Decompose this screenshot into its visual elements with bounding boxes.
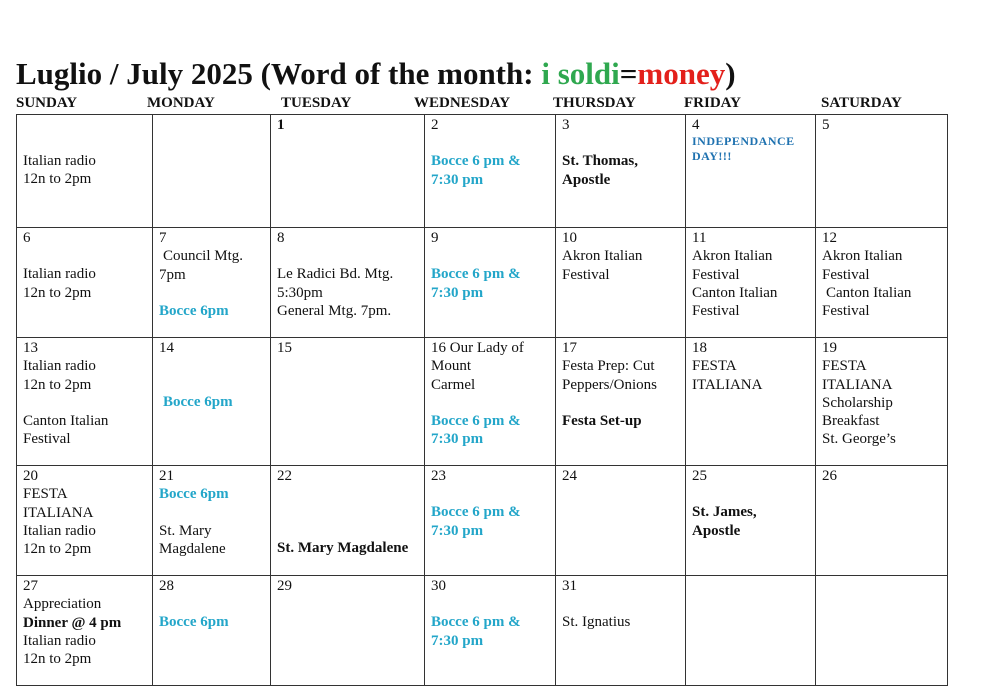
day-number: 6 (23, 230, 31, 246)
day-cell[interactable] (686, 466, 816, 576)
weekday-friday: FRIDAY (684, 95, 741, 111)
day-cell[interactable] (425, 338, 556, 466)
event-dinner: Dinner @ 4 pm (23, 614, 122, 631)
day-number: 9 (431, 230, 439, 246)
day-number: 24 (562, 468, 577, 484)
day-number: 21 (159, 468, 174, 484)
day-cell[interactable] (153, 115, 271, 228)
event-canton-festival: Canton Italian Festival (23, 412, 109, 448)
event-canton-festival: Canton Italian (826, 284, 912, 301)
event-meetings: Le Radici Bd. Mtg. 5:30pm General Mtg. 7pm. (277, 266, 394, 319)
day-cell[interactable] (816, 576, 948, 686)
day-cell[interactable] (556, 115, 686, 228)
day-cell[interactable] (686, 576, 816, 686)
weekday-wednesday: WEDNESDAY (414, 95, 511, 111)
weekday-saturday: SATURDAY (821, 95, 902, 111)
calendar-week-2 (17, 228, 948, 338)
day-cell[interactable] (271, 466, 425, 576)
day-cell[interactable] (556, 338, 686, 466)
day-number: 4 (692, 117, 700, 133)
day-cell[interactable] (153, 228, 271, 338)
day-cell[interactable] (17, 115, 153, 228)
event-bocce: Bocce 6pm (159, 302, 229, 319)
calendar-week-1 (17, 115, 948, 228)
day-cell[interactable] (271, 576, 425, 686)
day-number: 31 (562, 578, 577, 594)
event-council-meeting: Council Mtg. (163, 248, 244, 265)
title-prefix: Luglio / July 2025 (Word of the month: (16, 56, 542, 91)
event-festa-setup: Festa Set-up (562, 412, 642, 429)
title-suffix: ) (725, 56, 736, 91)
day-cell[interactable] (153, 576, 271, 686)
event-canton-festival-cont: Festival (822, 303, 870, 320)
day-cell[interactable] (816, 338, 948, 466)
event-italian-radio: Italian radio 12n to 2pm (23, 358, 96, 393)
event-festa-radio: FESTA ITALIANA Italian radio 12n to 2pm (23, 486, 96, 558)
event-st-james: St. James, Apostle (692, 504, 757, 539)
day-cell[interactable] (816, 466, 948, 576)
event-bocce: Bocce 6 pm & 7:30 pm (431, 266, 521, 301)
day-cell[interactable] (271, 115, 425, 228)
weekday-monday: MONDAY (147, 95, 215, 111)
day-cell[interactable] (153, 466, 271, 576)
event-italian-radio: Italian radio 12n to 2pm (23, 632, 96, 668)
day-cell[interactable] (271, 228, 425, 338)
day-cell[interactable] (816, 228, 948, 338)
day-number: 8 (277, 230, 285, 246)
day-number: 14 (159, 340, 174, 356)
event-festa-italiana: FESTA ITALIANA (692, 358, 763, 393)
calendar-week-5 (17, 576, 948, 686)
event-bocce: Bocce 6pm (159, 614, 229, 631)
calendar-grid (16, 114, 948, 686)
day-cell[interactable] (425, 576, 556, 686)
day-number: 15 (277, 340, 292, 356)
day-cell[interactable] (17, 576, 153, 686)
event-st-ignatius: St. Ignatius (562, 614, 631, 631)
day-number: 30 (431, 578, 446, 594)
event-st-thomas: St. Thomas, Apostle (562, 153, 638, 188)
event-bocce: Bocce 6 pm & 7:30 pm (431, 153, 521, 188)
word-of-month: i soldi (541, 56, 620, 91)
day-number: 13 (23, 340, 38, 356)
day-cell[interactable] (556, 228, 686, 338)
day-number: 3 (562, 117, 570, 133)
day-number: 27 (23, 578, 38, 594)
day-cell[interactable] (17, 228, 153, 338)
day-number: 17 (562, 340, 577, 356)
day-cell[interactable] (271, 338, 425, 466)
day-number-our-lady: 16 Our Lady of Mount Carmel (431, 340, 524, 393)
day-cell[interactable] (556, 576, 686, 686)
day-number: 10 (562, 230, 577, 246)
event-bocce: Bocce 6 pm & 7:30 pm (431, 412, 521, 448)
calendar-week-4 (17, 466, 948, 576)
calendar-week-3 (17, 338, 948, 466)
event-festa-scholarship: FESTA ITALIANA Scholarship Breakfast St. George’s (822, 358, 896, 448)
weekday-tuesday: TUESDAY (281, 95, 352, 111)
day-number: 5 (822, 117, 830, 133)
event-st-mary-magdalene: St. Mary Magdalene (277, 540, 409, 557)
page-title (16, 56, 736, 92)
day-cell[interactable] (425, 115, 556, 228)
day-number: 26 (822, 468, 837, 484)
day-number: 12 (822, 230, 837, 246)
day-cell[interactable] (686, 338, 816, 466)
event-council-time: 7pm (159, 266, 186, 283)
day-cell[interactable] (556, 466, 686, 576)
day-number: 1 (277, 117, 285, 133)
event-italian-radio: Italian radio 12n to 2pm (23, 153, 96, 188)
event-akron-festival: Akron Italian Festival (822, 248, 903, 283)
day-cell[interactable] (425, 466, 556, 576)
day-cell[interactable] (816, 115, 948, 228)
title-equals: = (619, 56, 638, 91)
day-cell[interactable] (686, 228, 816, 338)
event-independence-day: INDEPENDANCE DAY!!! (692, 134, 795, 164)
event-festivals: Akron Italian Festival Canton Italian Festival (692, 248, 778, 320)
event-bocce: Bocce 6 pm & 7:30 pm (431, 614, 521, 649)
day-number: 7 (159, 230, 167, 246)
day-cell[interactable] (425, 228, 556, 338)
event-appreciation: Appreciation (23, 596, 102, 613)
day-number: 23 (431, 468, 446, 484)
event-italian-radio: Italian radio 12n to 2pm (23, 266, 96, 301)
day-cell[interactable] (17, 466, 153, 576)
day-number: 28 (159, 578, 174, 594)
day-number: 11 (692, 230, 707, 246)
day-number: 25 (692, 468, 707, 484)
event-festa-prep: Festa Prep: Cut Peppers/Onions (562, 358, 657, 393)
weekday-thursday: THURSDAY (553, 95, 636, 111)
event-bocce: Bocce 6 pm & 7:30 pm (431, 504, 521, 539)
day-number: 22 (277, 468, 292, 484)
day-number: 18 (692, 340, 707, 356)
event-bocce: Bocce 6pm (159, 486, 229, 503)
day-cell[interactable] (17, 338, 153, 466)
event-bocce: Bocce 6pm (163, 394, 233, 411)
event-st-mary-magdalene: St. Mary Magdalene (159, 522, 226, 557)
word-meaning: money (637, 56, 726, 91)
day-number: 2 (431, 117, 439, 133)
day-cell[interactable] (686, 115, 816, 228)
event-akron-festival: Akron Italian Festival (562, 248, 643, 283)
day-cell[interactable] (153, 338, 271, 466)
day-number: 19 (822, 340, 837, 356)
day-number: 20 (23, 468, 38, 484)
weekday-sunday: SUNDAY (16, 95, 78, 111)
day-number: 29 (277, 578, 292, 594)
